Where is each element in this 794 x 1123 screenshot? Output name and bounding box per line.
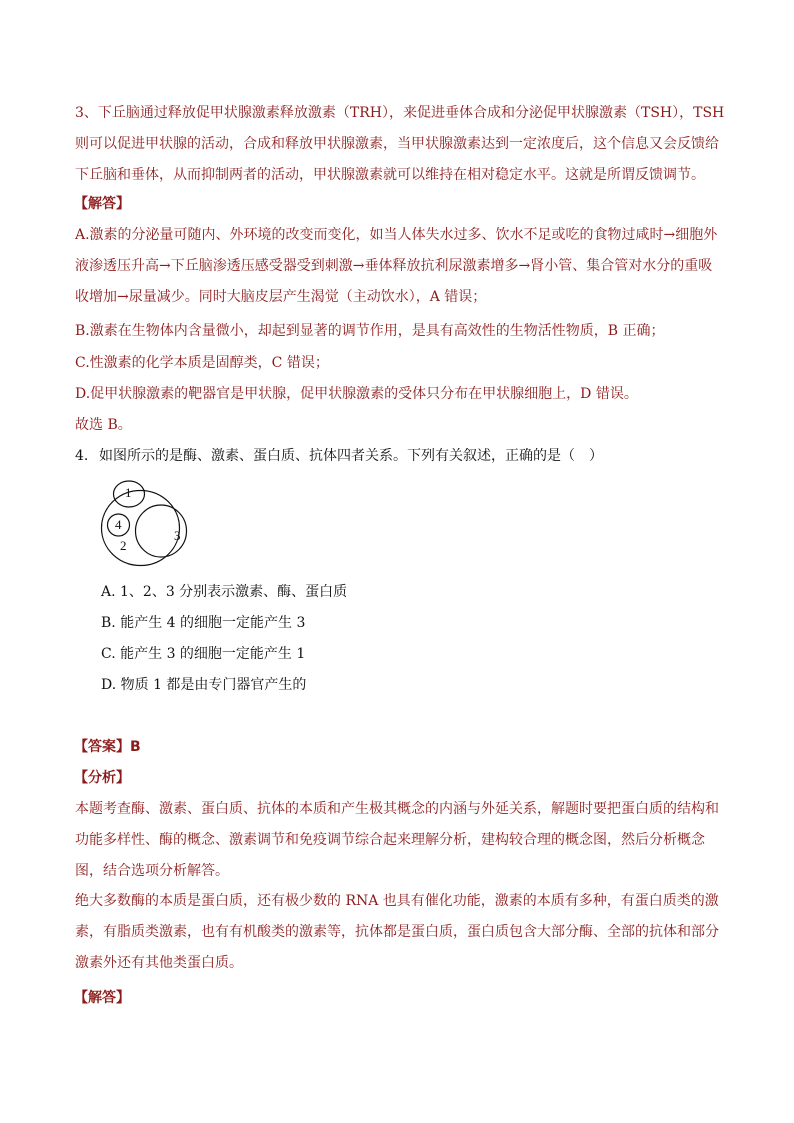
circle-2: [102, 491, 180, 566]
question-4-option-b: B. 能产生 4 的细胞一定能产生 3: [101, 615, 306, 631]
question-4-stem: [75, 445, 603, 465]
final-choice: 故选 B。: [75, 417, 132, 433]
question-text: 如图所示的是酶、激素、蛋白质、抗体四者关系。下列有关叙述，正确的是（ ）: [99, 448, 603, 464]
analysis-paragraph-2: 绝大多数酶的本质是蛋白质，还有极少数的 RNA 也具有催化功能，激素的本质有多种，有蛋白质类的激素，有脂质类激素，也有有机酸类的激素等，抗体都是蛋白质，蛋白质包含大部分酶、全部的抗体和部分激素外还有其他类蛋白质。: [75, 893, 719, 971]
explanation-option-d: D.促甲状腺激素的靶器官是甲状腺，促甲状腺激素的受体只分布在甲状腺细胞上，D 错误。: [75, 386, 638, 402]
question-4-option-a: A. 1、2、3 分别表示激素、酶、蛋白质: [101, 584, 348, 600]
explanation-option-a: A.激素的分泌量可随内、外环境的改变而变化，如当人体失水过多、饮水不足或吃的食物过咸时→细胞外液渗透压升高→下丘脑渗透压感受器受到刺激→垂体释放抗利尿激素增多→肾小管、集合管对水分的重吸收增加→尿量减少。同时大脑皮层产生渴觉（主动饮水），A 错误；: [75, 227, 718, 305]
analysis-paragraph-1: 本题考查酶、激素、蛋白质、抗体的本质和产生极其概念的内涵与外延关系，解题时要把蛋白质的结构和功能多样性、酶的概念、激素调节和免疫调节综合起来理解分析，建构较合理的概念图，然后分析概念图，结合选项分析解答。: [75, 801, 719, 879]
answer-explanation-heading: 【解答】: [74, 196, 130, 212]
explanation-option-c: C.性激素的化学本质是固醇类，C 错误；: [75, 355, 329, 371]
paragraph-feedback-regulation: 3、下丘脑通过释放促甲状腺激素释放激素（TRH），来促进垂体合成和分泌促甲状腺激素（TSH），TSH则可以促进甲状腺的活动，合成和释放甲状腺激素，当甲状腺激素达到一定浓度后，这个信息又会反馈给下丘脑和垂体，从而抑制两者的活动，甲状腺激素就可以维持在相对稳定水平。这就是所谓反馈调节。: [75, 105, 725, 183]
question-number: 4.: [75, 448, 89, 464]
analysis-heading: 【分析】: [74, 770, 130, 786]
concept-venn-diagram: [98, 476, 194, 568]
label-2: 2: [120, 538, 127, 553]
label-1: 1: [125, 485, 132, 500]
question-4-option-c: C. 能产生 3 的细胞一定能产生 1: [101, 646, 306, 662]
question-4-option-d: D. 物质 1 都是由专门器官产生的: [101, 677, 307, 693]
explanation-option-b: B.激素在生物体内含量微小，却起到显著的调节作用，是具有高效性的生物活性物质，B 正确；: [75, 323, 665, 339]
label-3: 3: [174, 528, 181, 543]
label-4: 4: [115, 517, 122, 532]
solution-heading: 【解答】: [74, 990, 130, 1006]
answer-heading: 【答案】B: [74, 739, 141, 755]
